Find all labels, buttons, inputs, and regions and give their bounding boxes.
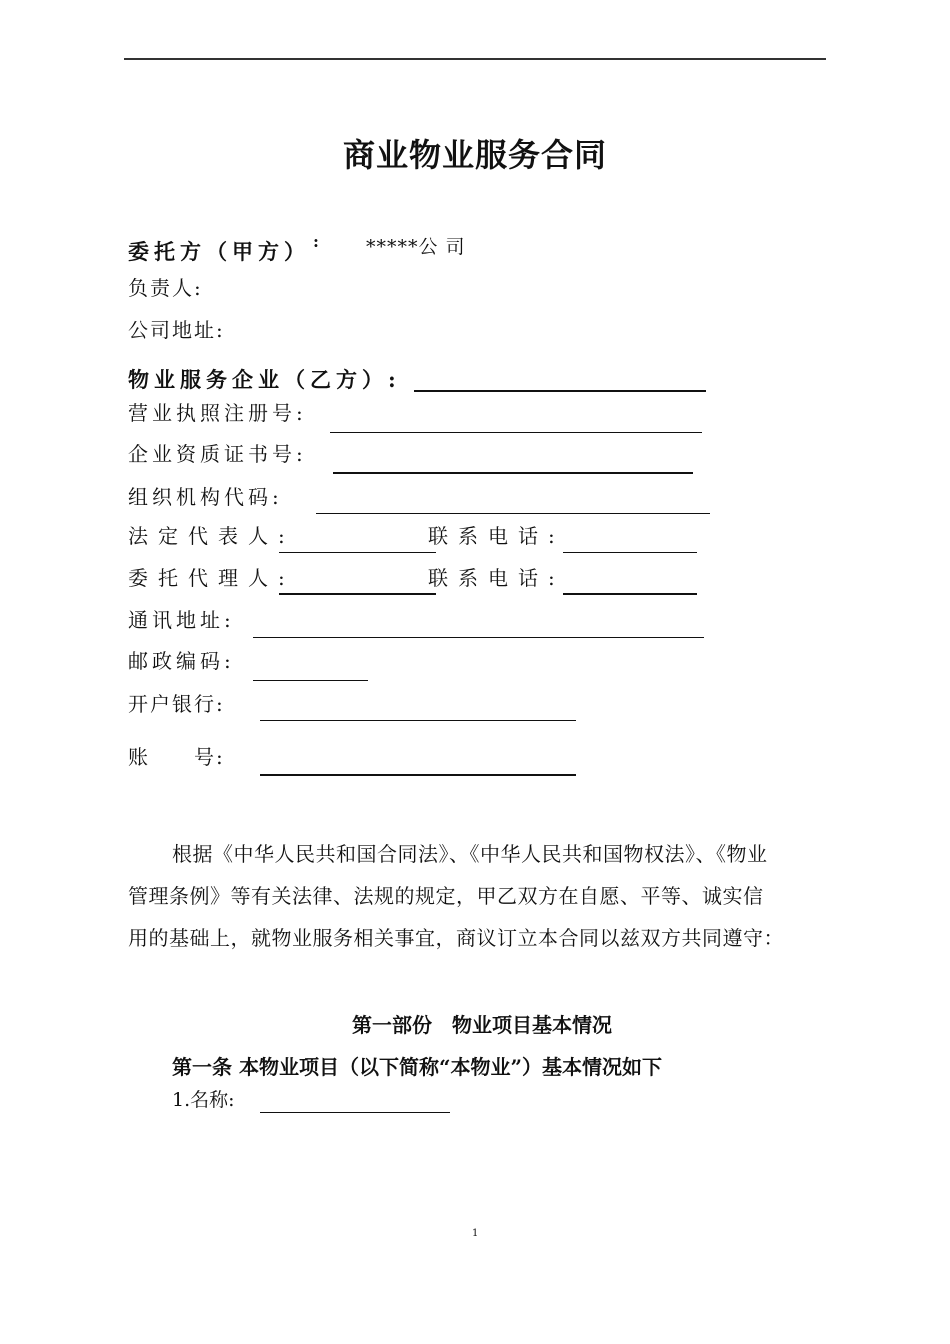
license-number-label: 营业执照注册号:	[128, 401, 307, 425]
legal-rep-blank	[279, 552, 436, 553]
phone-blank-1	[563, 552, 697, 553]
org-code-blank	[316, 513, 710, 514]
account-label: 账 号:	[128, 745, 225, 769]
party-a-label: 委托方（甲方）	[128, 239, 310, 264]
bank-blank	[260, 720, 576, 721]
party-b-name-blank	[414, 390, 706, 392]
party-a-responsible-label: 负责人:	[128, 276, 203, 300]
page-number: 1	[472, 1228, 479, 1239]
party-a-company-name: *****公 司	[366, 236, 466, 258]
preamble-line-3: 用的基础上，就物业服务相关事宜，商议订立本合同以兹双方共同遵守：	[128, 926, 784, 950]
phone-blank-2	[563, 593, 697, 595]
postcode-blank	[253, 680, 368, 681]
party-a-colon: :	[313, 232, 319, 251]
article-heading: 第一条 本物业项目（以下简称“本物业”）基本情况如下	[172, 1055, 662, 1079]
qualification-number-label: 企业资质证书号:	[128, 442, 307, 466]
party-b-label: 物业服务企业（乙方）:	[128, 367, 401, 392]
legal-rep-label: 法定代表人:	[128, 524, 295, 548]
preamble-line-2: 管理条例》等有关法律、法规的规定，甲乙双方在自愿、平等、诚实信	[128, 884, 764, 908]
org-code-label: 组织机构代码:	[128, 485, 283, 509]
item-1-blank	[260, 1112, 450, 1113]
document-title: 商业物业服务合同	[342, 136, 607, 174]
postcode-label: 邮政编码:	[128, 649, 235, 673]
party-a-address-label: 公司地址:	[128, 318, 225, 342]
header-rule	[124, 58, 826, 60]
phone-label-1: 联系电话:	[428, 524, 565, 548]
bank-label: 开户银行:	[128, 692, 225, 716]
qualification-number-blank	[333, 472, 693, 474]
mail-address-blank	[253, 637, 704, 638]
phone-label-2: 联系电话:	[428, 566, 565, 590]
preamble-line-1: 根据《中华人民共和国合同法》、《中华人民共和国物权法》、《物业	[172, 842, 768, 866]
account-blank	[260, 774, 576, 776]
agent-label: 委托代理人:	[128, 566, 295, 590]
item-1-label: 1.名称:	[172, 1089, 235, 1111]
agent-blank	[279, 593, 436, 595]
mail-address-label: 通讯地址:	[128, 608, 235, 632]
part-heading: 第一部份 物业项目基本情况	[352, 1013, 612, 1037]
license-number-blank	[330, 432, 702, 433]
